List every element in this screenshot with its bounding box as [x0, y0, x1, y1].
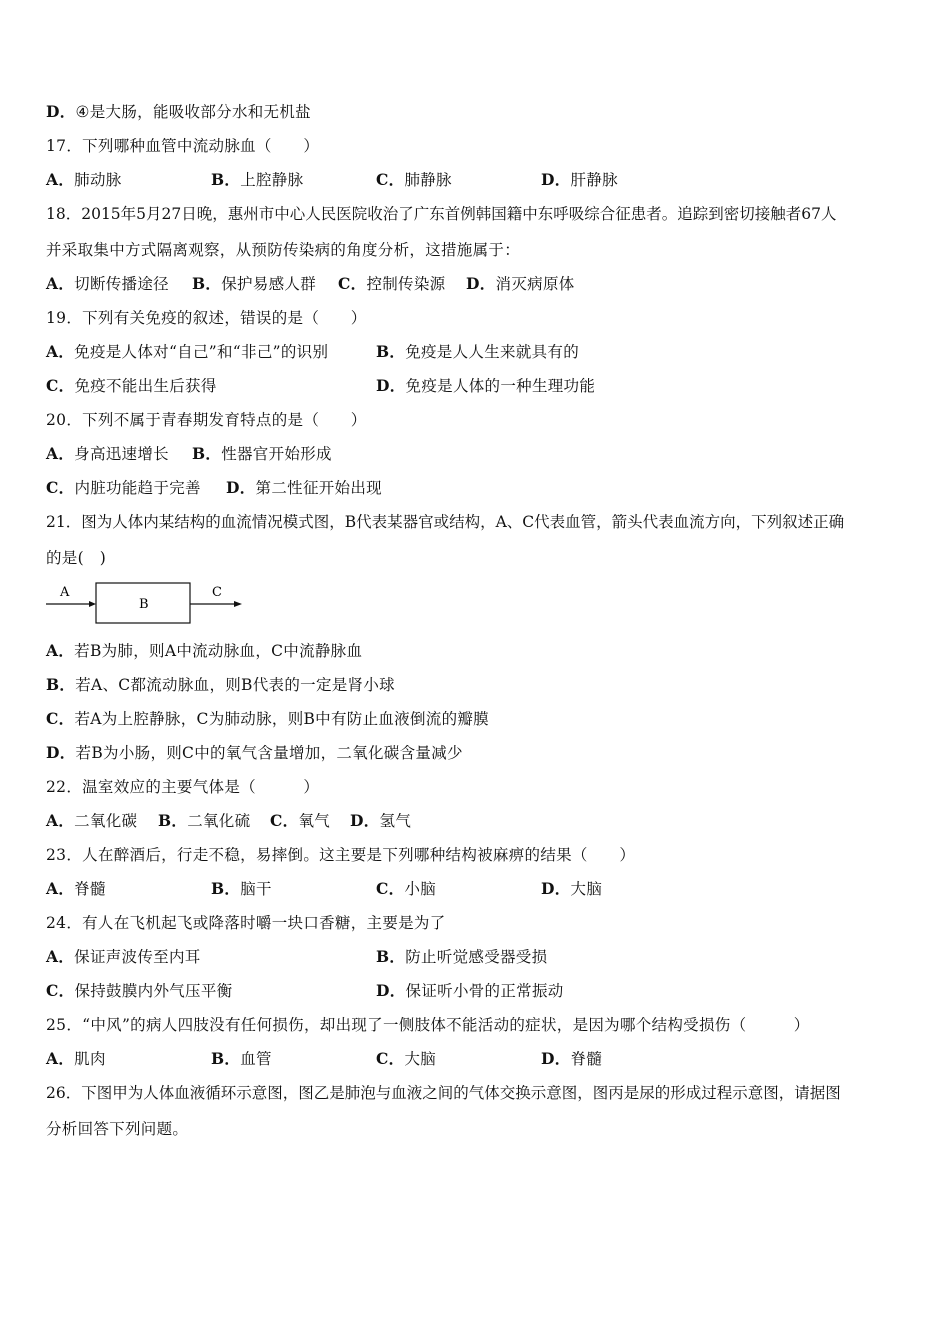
q20-options-row2 [46, 478, 382, 498]
option-label: D． [376, 981, 406, 1000]
option-label: B． [211, 1049, 241, 1068]
option-label: B． [192, 444, 222, 463]
option-text: 保护易感人群 [221, 275, 317, 293]
option-text: 性器官开始形成 [221, 445, 332, 463]
q25-option-c [376, 1049, 541, 1069]
q24-option-b [376, 947, 547, 967]
q24-options-row1 [46, 947, 547, 967]
q21-option-d [46, 743, 463, 763]
option-text: 上腔静脉 [240, 171, 304, 189]
option-label: A． [46, 274, 75, 293]
q17-option-a [46, 170, 211, 190]
q24-option-a [46, 947, 376, 967]
q18-options [46, 274, 575, 294]
diagram-outflow-arrowhead [234, 601, 242, 607]
option-label: C． [46, 981, 75, 1000]
q22-stem: 22．温室效应的主要气体是（ ） [46, 778, 320, 796]
diagram-label-b: B [139, 597, 149, 612]
q21-option-a [46, 641, 362, 661]
option-text: 身高迅速增长 [74, 445, 169, 463]
option-text: 第二性征开始出现 [255, 479, 382, 497]
option-text: 免疫是人体的一种生理功能 [405, 377, 596, 395]
q25-option-a [46, 1049, 211, 1069]
q17-options [46, 170, 618, 190]
diagram-inflow-arrowhead [89, 601, 96, 607]
q21-stem-line2: 的是( ) [46, 549, 107, 567]
q17-option-d [541, 170, 618, 190]
option-label: D． [541, 170, 571, 189]
option-text: 二氧化硫 [187, 812, 251, 830]
option-text: 控制传染源 [366, 275, 446, 293]
option-label: D． [350, 811, 380, 830]
q24-option-d [376, 981, 564, 1001]
q18-option-b [192, 274, 338, 294]
option-text: 血管 [240, 1050, 272, 1068]
q22-option-a [46, 811, 158, 831]
option-label: D． [46, 102, 76, 121]
option-label: A． [46, 342, 75, 361]
diagram-label-a: A [60, 585, 70, 600]
q26-stem-line1: 26．下图甲为人体血液循环示意图，图乙是肺泡与血液之间的气体交换示意图，图丙是尿的形成过程示意图，请据图 [46, 1084, 841, 1102]
q25-option-b [211, 1049, 376, 1069]
q17-stem: 17．下列哪种血管中流动脉血（ ） [46, 137, 320, 155]
q18-stem-line2: 并采取集中方式隔离观察，从预防传染病的角度分析，这措施属于： [46, 241, 521, 259]
option-text: 肌肉 [74, 1050, 106, 1068]
option-text: 氧气 [298, 812, 331, 830]
q20-option-b [192, 444, 332, 464]
q25-options [46, 1049, 602, 1069]
option-label: D． [226, 478, 256, 497]
option-label: B． [211, 879, 241, 898]
option-label: A． [46, 444, 75, 463]
option-text: 二氧化碳 [74, 812, 138, 830]
option-label: D． [466, 274, 496, 293]
option-text: 免疫不能出生后获得 [74, 377, 217, 395]
option-text: 切断传播途径 [74, 275, 169, 293]
q19-stem: 19．下列有关免疫的叙述，错误的是（ ） [46, 309, 367, 327]
option-label: C． [376, 879, 405, 898]
option-text: 内脏功能趋于完善 [74, 479, 201, 497]
q19-option-d [376, 376, 595, 396]
q21-option-b [46, 675, 395, 695]
option-label: B． [192, 274, 222, 293]
option-label: C． [270, 811, 299, 830]
option-label: B． [158, 811, 188, 830]
q18-option-d [466, 274, 575, 294]
option-label: D． [376, 376, 406, 395]
q17-option-c [376, 170, 541, 190]
q22-option-c [270, 811, 350, 831]
q17-option-b [211, 170, 376, 190]
option-text: 脑干 [240, 880, 272, 898]
q25-option-d [541, 1049, 602, 1069]
option-text: 若B为肺，则A中流动脉血，C中流静脉血 [74, 642, 363, 660]
option-text: 氢气 [379, 812, 412, 830]
option-label: C． [376, 1049, 405, 1068]
option-text: 肺动脉 [74, 171, 122, 189]
q21-stem-line1: 21．图为人体内某结构的血流情况模式图，B代表某器官或结构，A、C代表血管，箭头代表血流方向，下列叙述正确 [46, 513, 845, 531]
q20-stem: 20．下列不属于青春期发育特点的是（ ） [46, 411, 367, 429]
option-text: 若B为小肠，则C中的氧气含量增加，二氧化碳含量减少 [75, 744, 463, 762]
option-text: 免疫是人体对“自己”和“非己”的识别 [74, 343, 329, 361]
q23-option-a [46, 879, 211, 899]
option-label: B． [46, 675, 76, 694]
option-label: C． [338, 274, 367, 293]
q18-stem-line1: 18．2015年5月27日晚，惠州市中心人民医院收治了广东首例韩国籍中东呼吸综合征患者。追踪到密切接触者67人 [46, 205, 837, 223]
option-label: C． [46, 376, 75, 395]
q19-option-b [376, 342, 579, 362]
q19-option-a [46, 342, 376, 362]
option-text: 防止听觉感受器受损 [405, 948, 548, 966]
q22-option-b [158, 811, 270, 831]
q23-option-c [376, 879, 541, 899]
option-label: B． [376, 947, 406, 966]
option-label: B． [211, 170, 241, 189]
q24-options-row2 [46, 981, 564, 1001]
q23-options [46, 879, 602, 899]
option-label: D． [541, 1049, 571, 1068]
blood-flow-diagram [44, 580, 244, 624]
option-text: 保证听小骨的正常振动 [405, 982, 564, 1000]
q20-option-a [46, 444, 192, 464]
q21-option-c [46, 709, 489, 729]
option-label: D． [541, 879, 571, 898]
q19-options-row1 [46, 342, 579, 362]
diagram-label-c: C [212, 585, 222, 600]
q26-stem-line2: 分析回答下列问题。 [46, 1120, 189, 1138]
q25-stem: 25．“中风”的病人四肢没有任何损伤，却出现了一侧肢体不能活动的症状，是因为哪个结构受损伤（ ） [46, 1016, 810, 1034]
option-label: A． [46, 879, 75, 898]
option-text: ④是大肠，能吸收部分水和无机盐 [75, 103, 311, 121]
option-text: 保持鼓膜内外气压平衡 [74, 982, 233, 1000]
option-label: A． [46, 947, 75, 966]
option-text: 大脑 [570, 880, 603, 898]
q20-option-c [46, 478, 226, 498]
q24-option-c [46, 981, 376, 1001]
option-label: B． [376, 342, 406, 361]
option-label: A． [46, 1049, 75, 1068]
option-text: 肺静脉 [404, 171, 452, 189]
q23-option-d [541, 879, 602, 899]
option-text: 若A为上腔静脉，C为肺动脉，则B中有防止血液倒流的瓣膜 [74, 710, 489, 728]
option-label: C． [376, 170, 405, 189]
q19-options-row2 [46, 376, 595, 396]
q22-option-d [350, 811, 411, 831]
option-text: 小脑 [404, 880, 437, 898]
option-text: 肝静脉 [570, 171, 618, 189]
option-text: 免疫是人人生来就具有的 [405, 343, 580, 361]
option-text: 消灭病原体 [495, 275, 575, 293]
q18-option-a [46, 274, 192, 294]
option-label: A． [46, 170, 75, 189]
q20-option-d [226, 478, 382, 498]
q20-options-row1 [46, 444, 332, 464]
q24-stem: 24．有人在飞机起飞或降落时嚼一块口香糖，主要是为了 [46, 914, 446, 932]
option-label: A． [46, 641, 75, 660]
option-label: C． [46, 709, 75, 728]
q22-options [46, 811, 411, 831]
q23-stem: 23．人在醉酒后，行走不稳，易摔倒。这主要是下列哪种结构被麻痹的结果（ ） [46, 846, 636, 864]
option-label: A． [46, 811, 75, 830]
option-label: C． [46, 478, 75, 497]
option-label: D． [46, 743, 76, 762]
option-text: 脊髓 [74, 880, 106, 898]
q18-option-c [338, 274, 466, 294]
q19-option-c [46, 376, 376, 396]
q16-option-d [46, 102, 311, 122]
option-text: 大脑 [404, 1050, 437, 1068]
option-text: 若A、C都流动脉血，则B代表的一定是肾小球 [75, 676, 395, 694]
option-text: 保证声波传至内耳 [74, 948, 201, 966]
option-text: 脊髓 [570, 1050, 603, 1068]
q23-option-b [211, 879, 376, 899]
